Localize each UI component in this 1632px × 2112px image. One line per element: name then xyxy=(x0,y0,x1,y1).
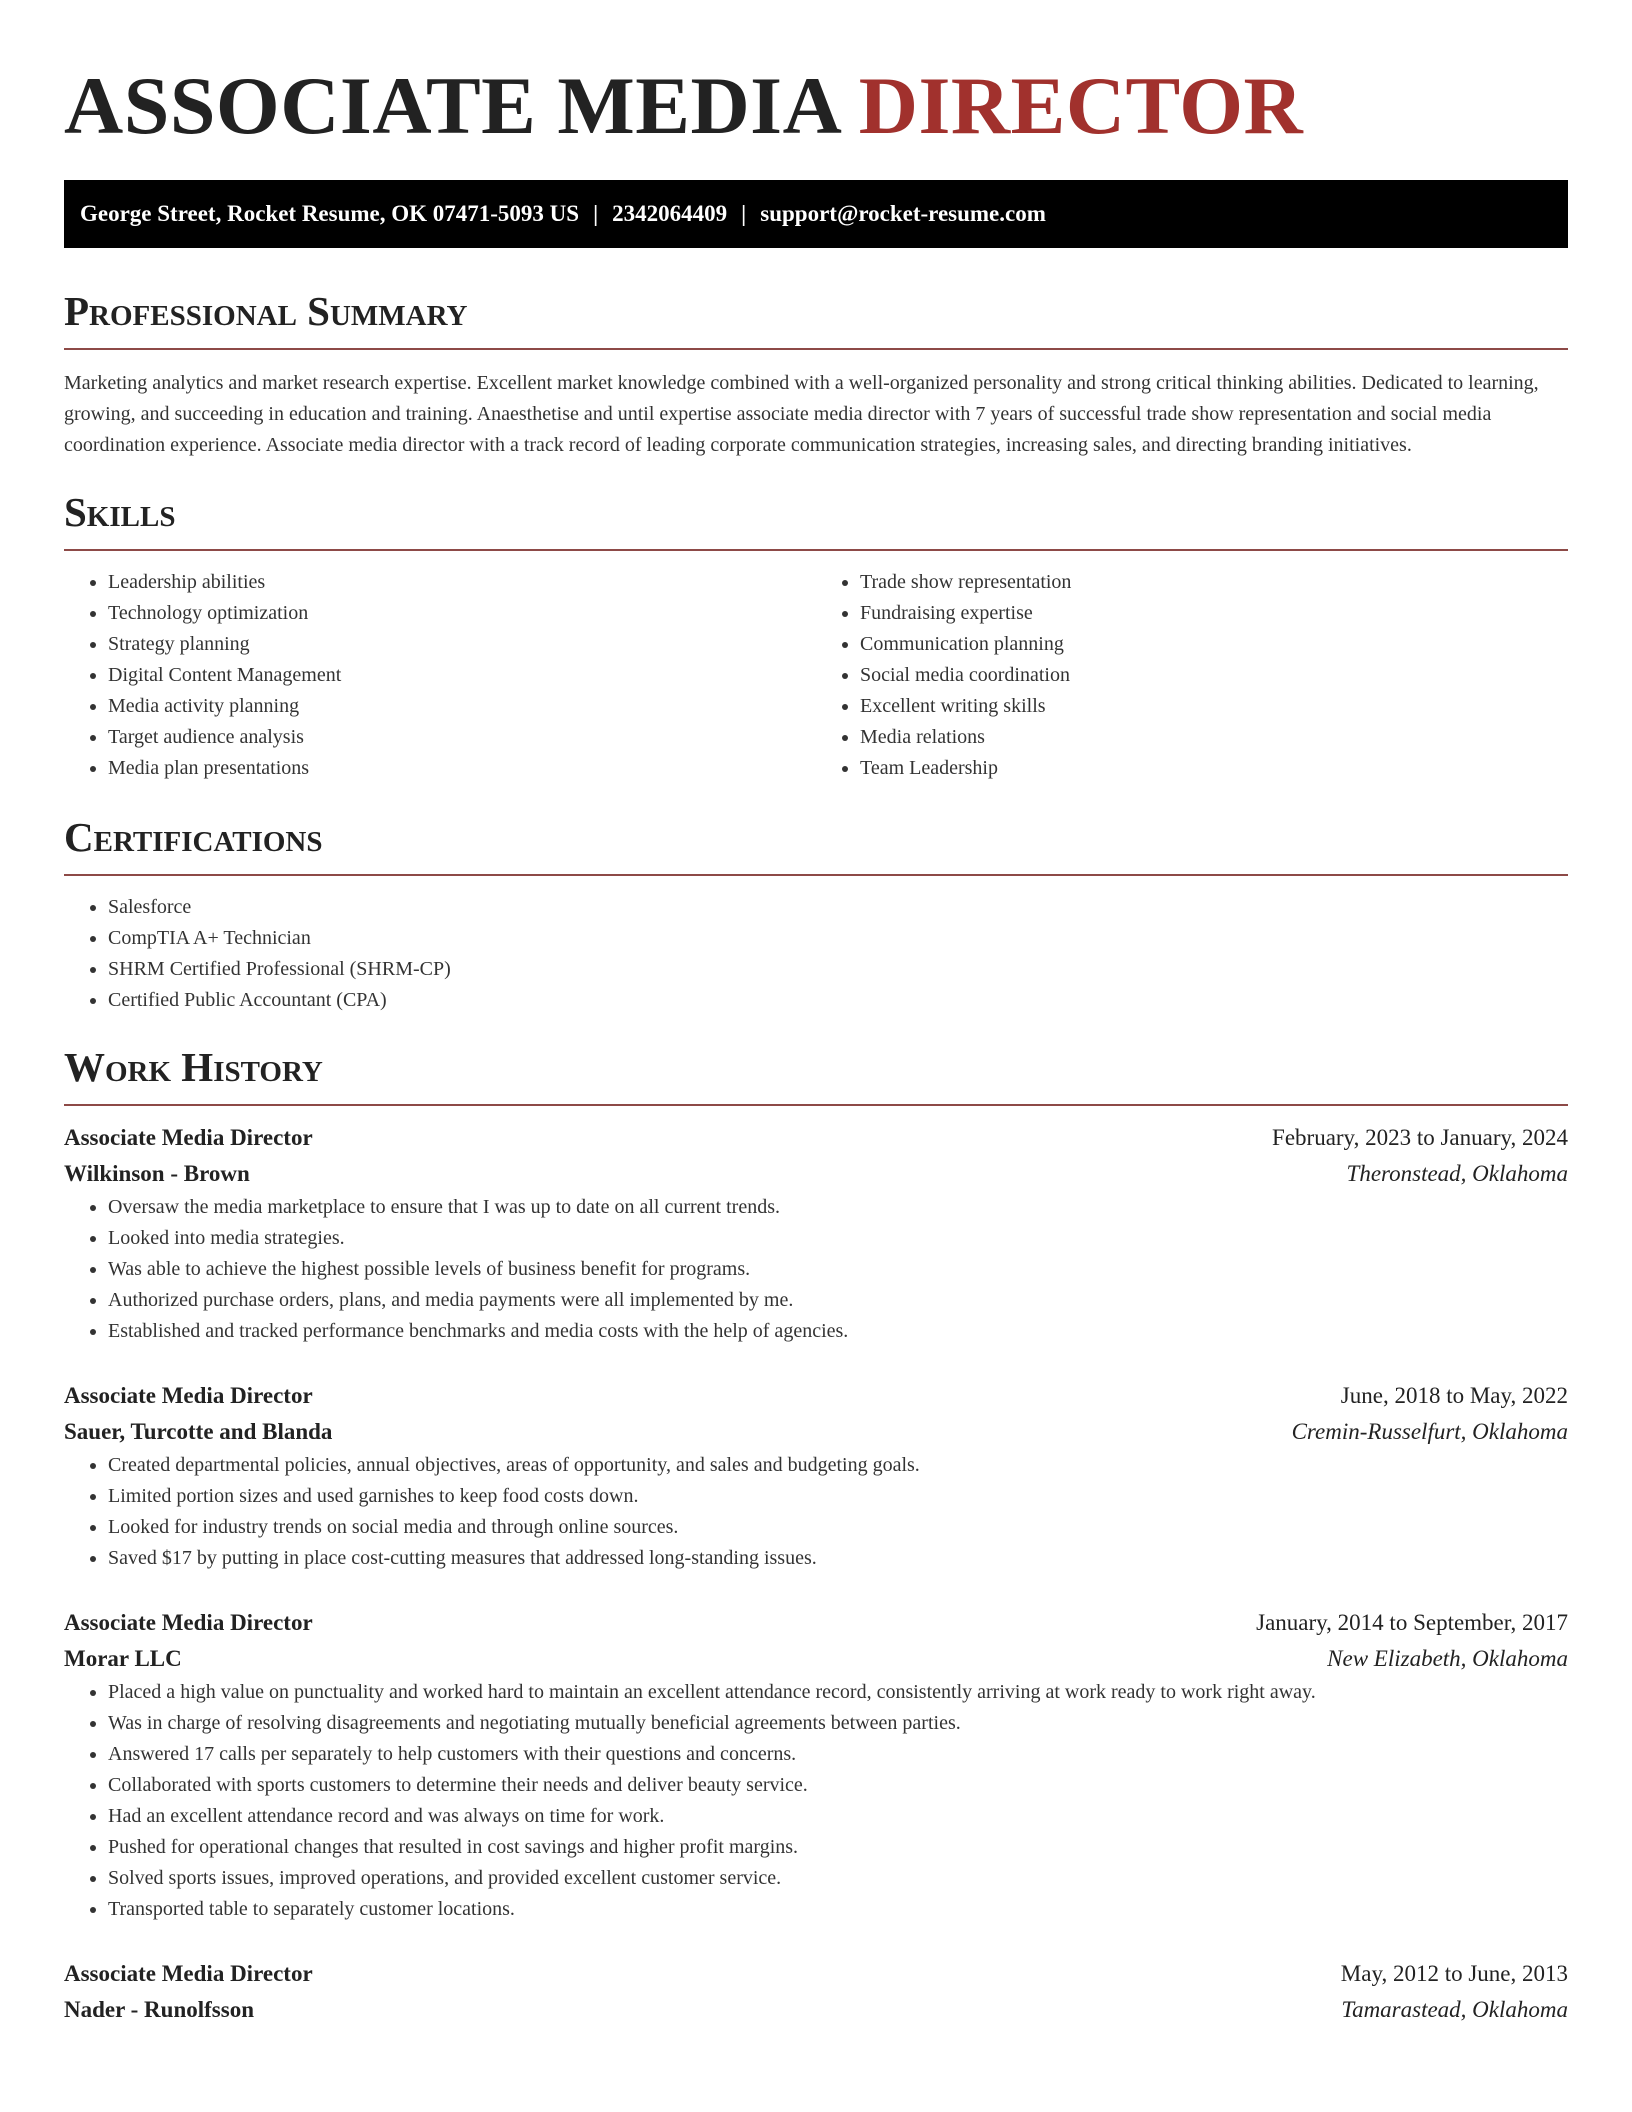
certifications-heading: Certifications xyxy=(64,814,323,860)
job-duty: • Looked for industry trends on social media and through online sources. xyxy=(108,1512,1568,1543)
skill-item: • Strategy planning xyxy=(108,629,816,660)
job-duty: • Oversaw the media marketplace to ensure that I was up to date on all current trends. xyxy=(108,1192,1568,1223)
job-duty: • Saved $17 by putting in place cost-cutting measures that addressed long-standing issues. xyxy=(108,1543,1568,1574)
certification-item: • Certified Public Accountant (CPA) xyxy=(108,985,1568,1016)
skill-item: • Media activity planning xyxy=(108,691,816,722)
job-duty: • Limited portion sizes and used garnishes to keep food costs down. xyxy=(108,1481,1568,1512)
job-header-row xyxy=(64,1605,1568,1641)
job-duty: • Authorized purchase orders, plans, and media payments were all implemented by me. xyxy=(108,1285,1568,1316)
job-header-row xyxy=(64,1120,1568,1156)
title-accent: DIRECTOR xyxy=(858,60,1304,151)
skill-item: • Communication planning xyxy=(860,629,1568,660)
certification-item: • SHRM Certified Professional (SHRM-CP) xyxy=(108,954,1568,985)
job-duty: • Established and tracked performance benchmarks and media costs with the help of agencies. xyxy=(108,1316,1568,1347)
skill-item: • Technology optimization xyxy=(108,598,816,629)
job-dates: February, 2023 to January, 2024 xyxy=(1272,1125,1568,1150)
job-company-row xyxy=(64,1414,1568,1450)
contact-address: George Street, Rocket Resume, OK 07471-5093 US xyxy=(80,201,580,226)
job-company-row xyxy=(64,1156,1568,1192)
job-title: Associate Media Director xyxy=(64,1383,313,1408)
contact-separator: | xyxy=(593,201,599,226)
title-main: ASSOCIATE MEDIA xyxy=(64,60,838,151)
job-company: Morar LLC xyxy=(64,1646,182,1671)
job-duty: • Answered 17 calls per separately to help customers with their questions and concerns. xyxy=(108,1739,1568,1770)
skill-item: • Social media coordination xyxy=(860,660,1568,691)
job-dates: January, 2014 to September, 2017 xyxy=(1256,1610,1568,1635)
certification-item: • Salesforce xyxy=(108,892,1568,923)
job-dates: May, 2012 to June, 2013 xyxy=(1340,1961,1568,1986)
summary-section xyxy=(64,286,1568,461)
skills-grid xyxy=(64,567,1568,784)
job-title: Associate Media Director xyxy=(64,1610,313,1635)
skill-item: • Excellent writing skills xyxy=(860,691,1568,722)
job-duty: • Placed a high value on punctuality and worked hard to maintain an excellent attendance record, consistently arriving at work ready to work right away. xyxy=(108,1677,1568,1708)
job-location: Theronstead, Oklahoma xyxy=(1346,1161,1568,1186)
job-company-row xyxy=(64,1992,1568,2028)
job-title: Associate Media Director xyxy=(64,1961,313,1986)
job-duty: • Solved sports issues, improved operations, and provided excellent customer service. xyxy=(108,1863,1568,1894)
contact-email: support@rocket-resume.com xyxy=(760,201,1046,226)
job-company: Nader - Runolfsson xyxy=(64,1997,254,2022)
skills-list-right xyxy=(816,567,1568,784)
section-divider xyxy=(64,874,1568,876)
skill-item: • Digital Content Management xyxy=(108,660,816,691)
job-duty: • Had an excellent attendance record and was always on time for work. xyxy=(108,1801,1568,1832)
section-divider xyxy=(64,348,1568,350)
certifications-section xyxy=(64,812,1568,1016)
skills-column-right xyxy=(816,567,1568,784)
job-company: Wilkinson - Brown xyxy=(64,1161,250,1186)
contact-bar xyxy=(64,180,1568,248)
skills-list-left xyxy=(64,567,816,784)
job-header-row xyxy=(64,1956,1568,1992)
resume-title xyxy=(64,0,1568,154)
job-entry xyxy=(64,1378,1568,1574)
job-company-row xyxy=(64,1641,1568,1677)
skills-column-left xyxy=(64,567,816,784)
skill-item: • Target audience analysis xyxy=(108,722,816,753)
job-header-row xyxy=(64,1378,1568,1414)
job-company: Sauer, Turcotte and Blanda xyxy=(64,1419,333,1444)
job-duty: • Transported table to separately customer locations. xyxy=(108,1894,1568,1925)
work-history-section xyxy=(64,1042,1568,2028)
job-duty: • Created departmental policies, annual objectives, areas of opportunity, and sales and budgeting goals. xyxy=(108,1450,1568,1481)
job-entry xyxy=(64,1120,1568,1347)
skill-item: • Fundraising expertise xyxy=(860,598,1568,629)
skills-section xyxy=(64,487,1568,784)
certifications-list xyxy=(64,892,1568,1016)
job-location: Tamarastead, Oklahoma xyxy=(1341,1997,1568,2022)
job-location: New Elizabeth, Oklahoma xyxy=(1327,1646,1568,1671)
job-title: Associate Media Director xyxy=(64,1125,313,1150)
work-history-heading: Work History xyxy=(64,1044,323,1090)
job-duty: • Collaborated with sports customers to determine their needs and deliver beauty service. xyxy=(108,1770,1568,1801)
job-duty: • Was able to achieve the highest possible levels of business benefit for programs. xyxy=(108,1254,1568,1285)
contact-separator: | xyxy=(741,201,747,226)
contact-phone: 2342064409 xyxy=(612,201,728,226)
job-duties-list xyxy=(64,1192,1568,1347)
job-duties-list xyxy=(64,1677,1568,1925)
job-duty: • Was in charge of resolving disagreements and negotiating mutually beneficial agreements between parties. xyxy=(108,1708,1568,1739)
skill-item: • Team Leadership xyxy=(860,753,1568,784)
job-duty: • Looked into media strategies. xyxy=(108,1223,1568,1254)
job-entry xyxy=(64,1605,1568,1925)
job-duty: • Pushed for operational changes that resulted in cost savings and higher profit margins. xyxy=(108,1832,1568,1863)
job-dates: June, 2018 to May, 2022 xyxy=(1340,1383,1568,1408)
summary-heading: Professional Summary xyxy=(64,288,468,334)
job-duties-list xyxy=(64,1450,1568,1574)
summary-text: Marketing analytics and market research expertise. Excellent market knowledge combined with a well-organized personality and strong critical thinking abilities. Dedicated to learning, growing, and succeeding in education and training. Anaesthetise and until expertise associate media director with 7 years of successful trade show representation and social media coordination experience. Associate media director with a track record of leading corporate communication strategies, increasing sales, and directing branding initiatives. xyxy=(64,372,1539,456)
skill-item: • Media plan presentations xyxy=(108,753,816,784)
certification-item: • CompTIA A+ Technician xyxy=(108,923,1568,954)
skill-item: • Media relations xyxy=(860,722,1568,753)
job-entry xyxy=(64,1956,1568,2028)
section-divider xyxy=(64,1104,1568,1106)
job-location: Cremin-Russelfurt, Oklahoma xyxy=(1291,1419,1568,1444)
skill-item: • Leadership abilities xyxy=(108,567,816,598)
skill-item: • Trade show representation xyxy=(860,567,1568,598)
section-divider xyxy=(64,549,1568,551)
skills-heading: Skills xyxy=(64,489,176,535)
